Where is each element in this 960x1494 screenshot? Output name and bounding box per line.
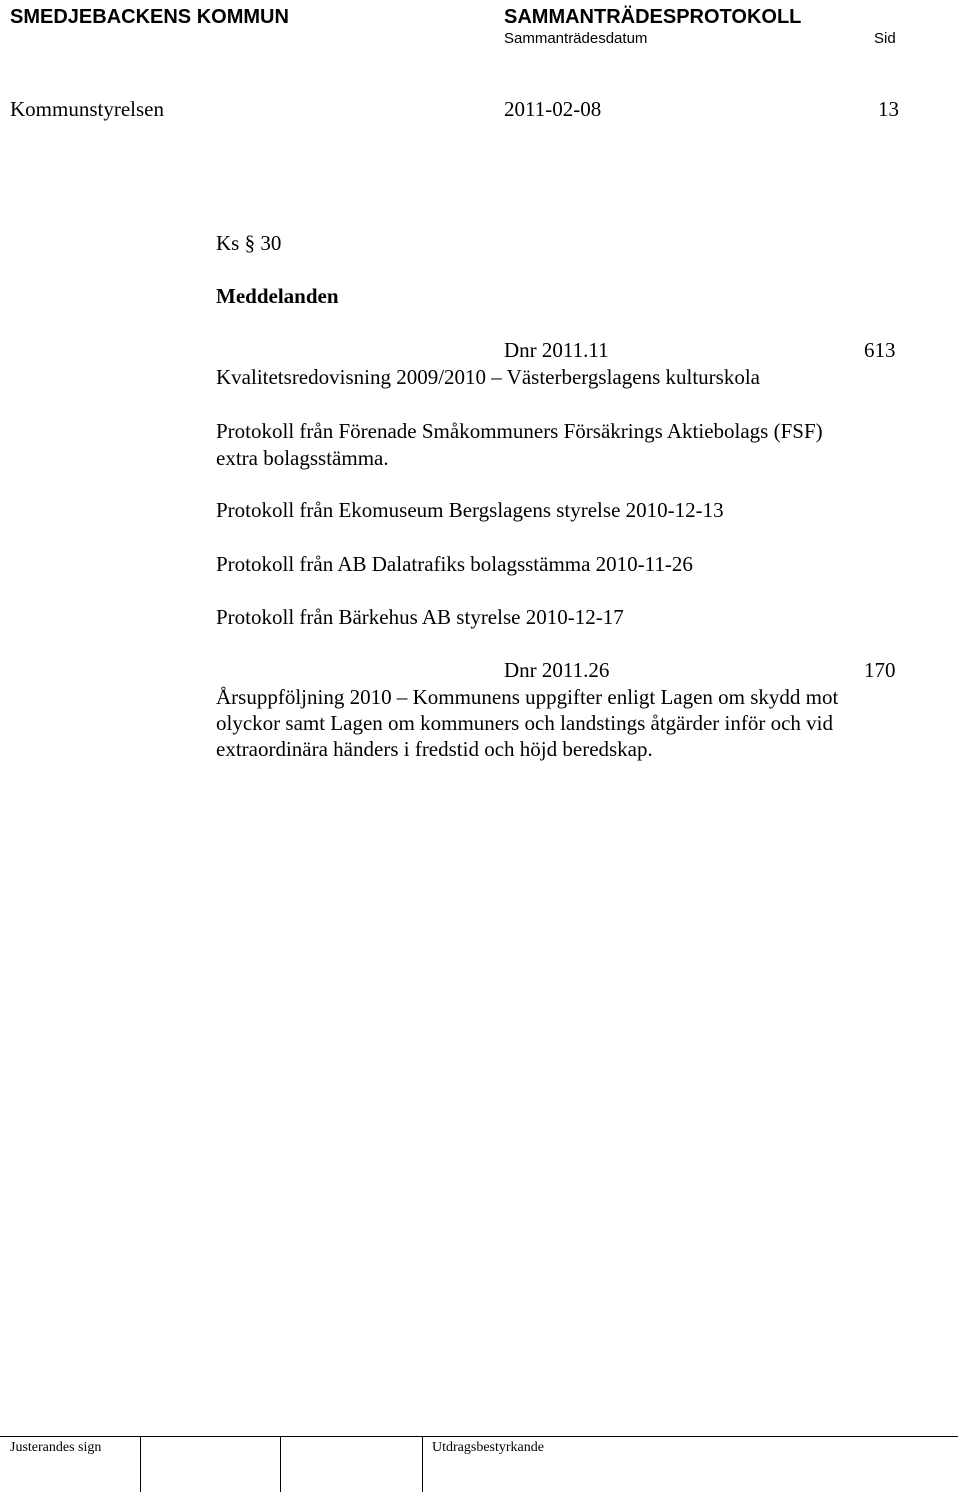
- certification-label: Utdragsbestyrkande: [432, 1440, 544, 1455]
- signature-label: Justerandes sign: [10, 1440, 102, 1455]
- paragraph-number: Ks § 30: [216, 231, 282, 255]
- meeting-date-label: Sammanträdesdatum: [504, 30, 648, 47]
- item1-number: 613: [864, 338, 896, 362]
- item1-text: Kvalitetsredovisning 2009/2010 – Västerbergslagens kulturskola: [216, 365, 760, 389]
- page-label: Sid: [874, 30, 896, 47]
- item6-text-line1: Årsuppföljning 2010 – Kommunens uppgifter enligt Lagen om skydd mot: [216, 685, 839, 709]
- item6-dnr: Dnr 2011.26: [504, 658, 610, 682]
- item1-dnr: Dnr 2011.11: [504, 338, 609, 362]
- item6-text-line3: extraordinära händers i fredstid och höjd beredskap.: [216, 737, 653, 761]
- item3-text: Protokoll från Ekomuseum Bergslagens styrelse 2010-12-13: [216, 498, 724, 522]
- section-title: Meddelanden: [216, 284, 339, 308]
- item4-text: Protokoll från AB Dalatrafiks bolagsstämma 2010-11-26: [216, 552, 693, 576]
- document-type: SAMMANTRÄDESPROTOKOLL: [504, 6, 802, 28]
- item5-text: Protokoll från Bärkehus AB styrelse 2010-12-17: [216, 605, 624, 629]
- item6-text-line2: olyckor samt Lagen om kommuners och landstings åtgärder inför och vid: [216, 711, 834, 735]
- item2-text-line2: extra bolagsstämma.: [216, 446, 389, 470]
- committee-name: Kommunstyrelsen: [10, 97, 164, 121]
- page-number: 13: [878, 97, 899, 121]
- footer-divider-3: [422, 1436, 423, 1492]
- item6-number: 170: [864, 658, 896, 682]
- footer-top-rule: [0, 1436, 958, 1437]
- meeting-date: 2011-02-08: [504, 97, 602, 121]
- footer-divider-1: [140, 1436, 141, 1492]
- municipality-name: SMEDJEBACKENS KOMMUN: [10, 6, 289, 28]
- item2-text-line1: Protokoll från Förenade Småkommuners Försäkrings Aktiebolags (FSF): [216, 419, 823, 443]
- footer-divider-2: [280, 1436, 281, 1492]
